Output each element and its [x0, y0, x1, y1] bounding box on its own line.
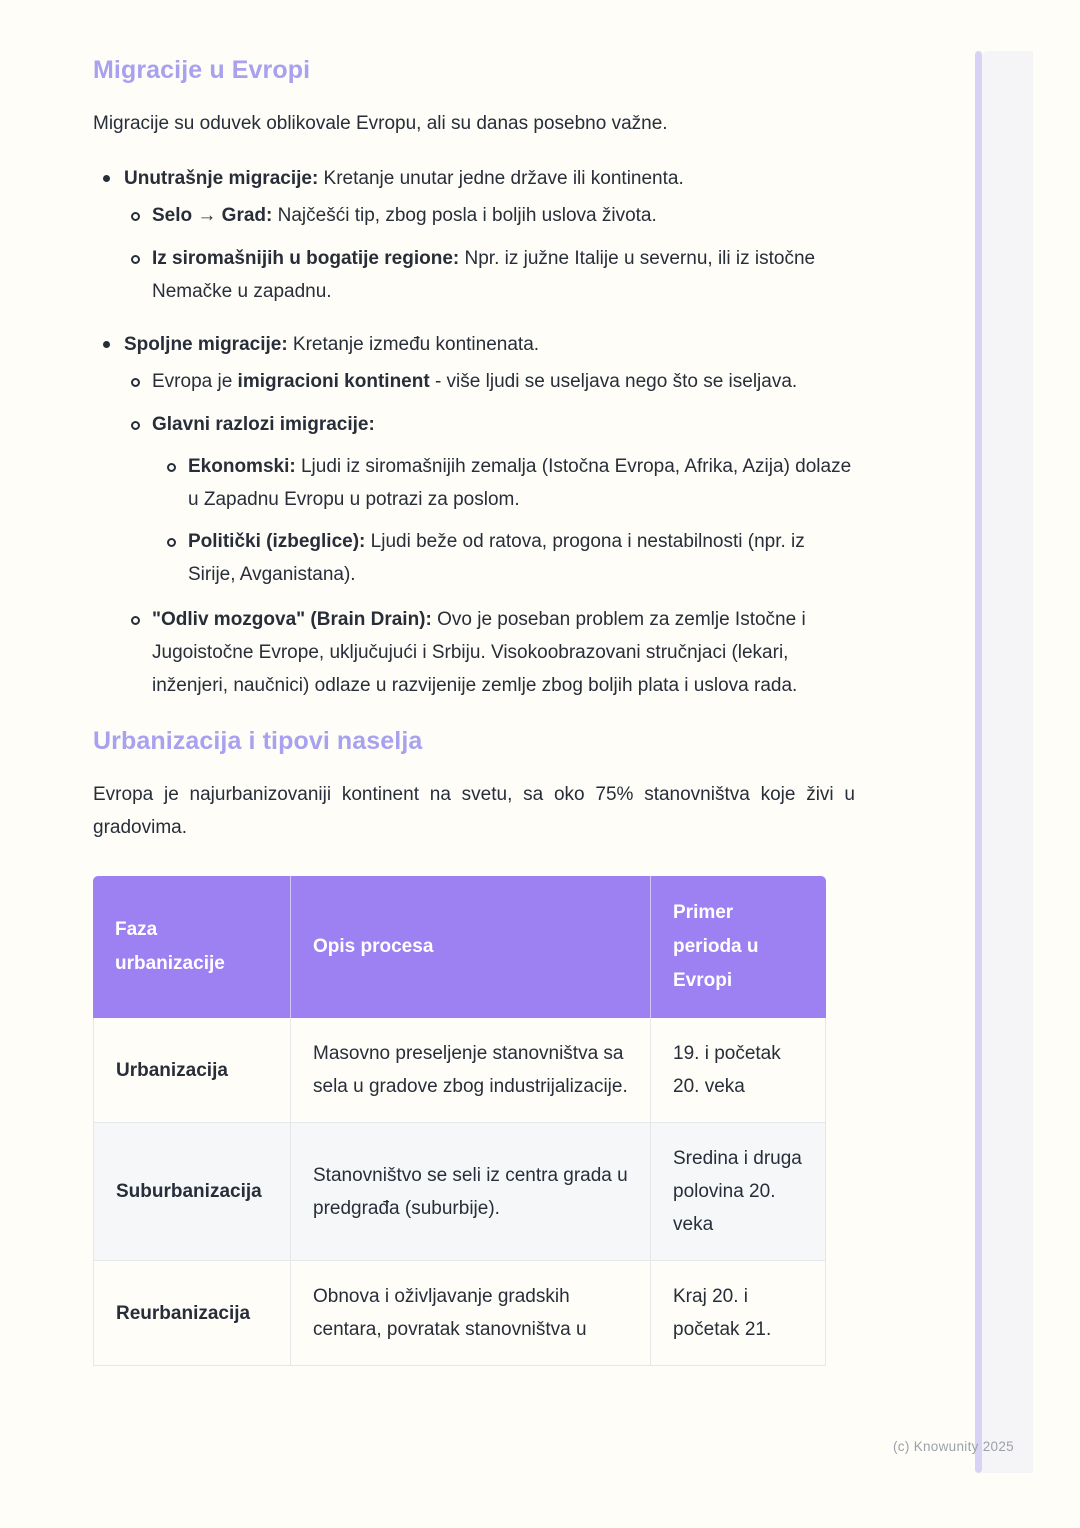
- table-row-reurbanizacija: [93, 1261, 826, 1366]
- bullet-circle-icon: [131, 255, 140, 264]
- main-heading: Migracije u Evropi: [93, 56, 311, 84]
- list-item-post: Kretanje unutar jedne države ili kontinenta.: [318, 168, 684, 189]
- list-item-text: [188, 450, 855, 516]
- list-item-politicki: [167, 525, 855, 591]
- urbanization-table: [93, 876, 826, 1366]
- cell-opis: Stanovništvo se seli iz centra grada u predgrađa (suburbije).: [290, 1123, 650, 1261]
- table-header-period: Primer perioda u Evropi: [650, 876, 826, 1018]
- list-item-pre: Evropa je: [152, 371, 238, 392]
- list-item-text: [152, 242, 855, 308]
- list-item-bold: Unutrašnje migracije:: [124, 168, 319, 189]
- table-header-opis: Opis procesa: [290, 876, 650, 1018]
- list-item-text: [152, 408, 855, 441]
- bullet-circle-icon: [131, 616, 140, 625]
- list-item-text: [188, 525, 855, 591]
- list-item-unutrasnje: [103, 162, 855, 195]
- cell-faza: Urbanizacija: [93, 1018, 290, 1123]
- bullet-disc-icon: [103, 341, 110, 348]
- cell-opis: Masovno preseljenje stanovništva sa sela u gradove zbog industrijalizacije.: [290, 1018, 650, 1123]
- list-item-text: [152, 603, 855, 702]
- cell-faza: Reurbanizacija: [93, 1261, 290, 1366]
- table-header-row: [93, 876, 826, 1018]
- bullet-circle-icon: [131, 378, 140, 387]
- urbanization-paragraph: Evropa je najurbanizovaniji kontinent na svetu, sa oko 75% stanovništva koje živi u gradovima.: [93, 784, 855, 838]
- table-row-urbanizacija: [93, 1018, 826, 1123]
- subheading-urbanizacija: Urbanizacija i tipovi naselja: [93, 727, 423, 755]
- cell-period: Kraj 20. i početak 21.: [650, 1261, 826, 1366]
- bullet-circle-icon: [167, 463, 176, 472]
- table-row-suburbanizacija: [93, 1123, 826, 1261]
- list-item-post: Ljudi beže od ratova, progona i nestabilnosti (npr. iz Sirije, Avganistana).: [188, 531, 805, 585]
- list-item-post: Ovo je poseban problem za zemlje Istočne i Jugoistočne Evrope, uključujući i Srbiju. Visokoobrazovani stručnjaci (lekari, inženjeri, naučnici) odlaze u razvijenije zemlje zbog boljih plata i uslova rada.: [152, 609, 806, 696]
- list-item-bold: Ekonomski:: [188, 456, 296, 477]
- cell-period: Sredina i druga polovina 20. veka: [650, 1123, 826, 1261]
- cell-faza: Suburbanizacija: [93, 1123, 290, 1261]
- list-item-text: [152, 365, 855, 398]
- list-item-text: [152, 199, 855, 232]
- list-item-bold: "Odliv mozgova" (Brain Drain):: [152, 609, 432, 630]
- copyright-watermark: (c) Knowunity 2025: [893, 1439, 1014, 1454]
- list-item-bold: Selo → Grad:: [152, 205, 273, 226]
- list-item-post: Npr. iz južne Italije u severnu, ili iz istočne Nemačke u zapadnu.: [152, 248, 816, 302]
- list-item-bold: Glavni razlozi imigracije:: [152, 414, 375, 435]
- list-item-bold: Iz siromašnijih u bogatije regione:: [152, 248, 460, 269]
- list-item-bold: Spoljne migracije:: [124, 334, 288, 355]
- bullet-disc-icon: [103, 175, 110, 182]
- page-content: [93, 0, 855, 1366]
- table-header-faza: Faza urbanizacije: [93, 876, 290, 1018]
- bullet-circle-icon: [167, 538, 176, 547]
- page-edge-divider: [975, 51, 982, 1473]
- bullet-circle-icon: [131, 421, 140, 430]
- list-item-post: Kretanje između kontinenata.: [287, 334, 540, 355]
- bullet-circle-icon: [131, 212, 140, 221]
- list-item-bold: Politički (izbeglice):: [188, 531, 366, 552]
- intro-paragraph: Migracije su oduvek oblikovale Evropu, ali su danas posebno važne.: [93, 113, 668, 134]
- list-item-post: - više ljudi se useljava nego što se iseljava.: [429, 371, 798, 392]
- list-item-glavni-razlozi: [131, 408, 855, 441]
- list-item-selo-grad: [131, 199, 855, 232]
- next-page-edge-panel: [982, 51, 1033, 1473]
- list-item-odliv-mozgova: [131, 603, 855, 702]
- list-item-post: Najčešći tip, zbog posla i boljih uslova života.: [272, 205, 657, 226]
- list-item-text: [124, 328, 855, 361]
- list-item-post: Ljudi iz siromašnijih zemalja (Istočna Evropa, Afrika, Azija) dolaze u Zapadnu Evropu u potrazi za poslom.: [188, 456, 852, 510]
- list-item-bold: imigracioni kontinent: [237, 371, 430, 392]
- cell-opis: Obnova i oživljavanje gradskih centara, povratak stanovništva u: [290, 1261, 650, 1366]
- migration-list: [93, 162, 855, 702]
- list-item-ekonomski: [167, 450, 855, 516]
- list-item-text: [124, 162, 855, 195]
- list-item-regioni: [131, 242, 855, 308]
- cell-period: 19. i početak 20. veka: [650, 1018, 826, 1123]
- list-item-spoljne: [103, 328, 855, 361]
- list-item-imigracioni: [131, 365, 855, 398]
